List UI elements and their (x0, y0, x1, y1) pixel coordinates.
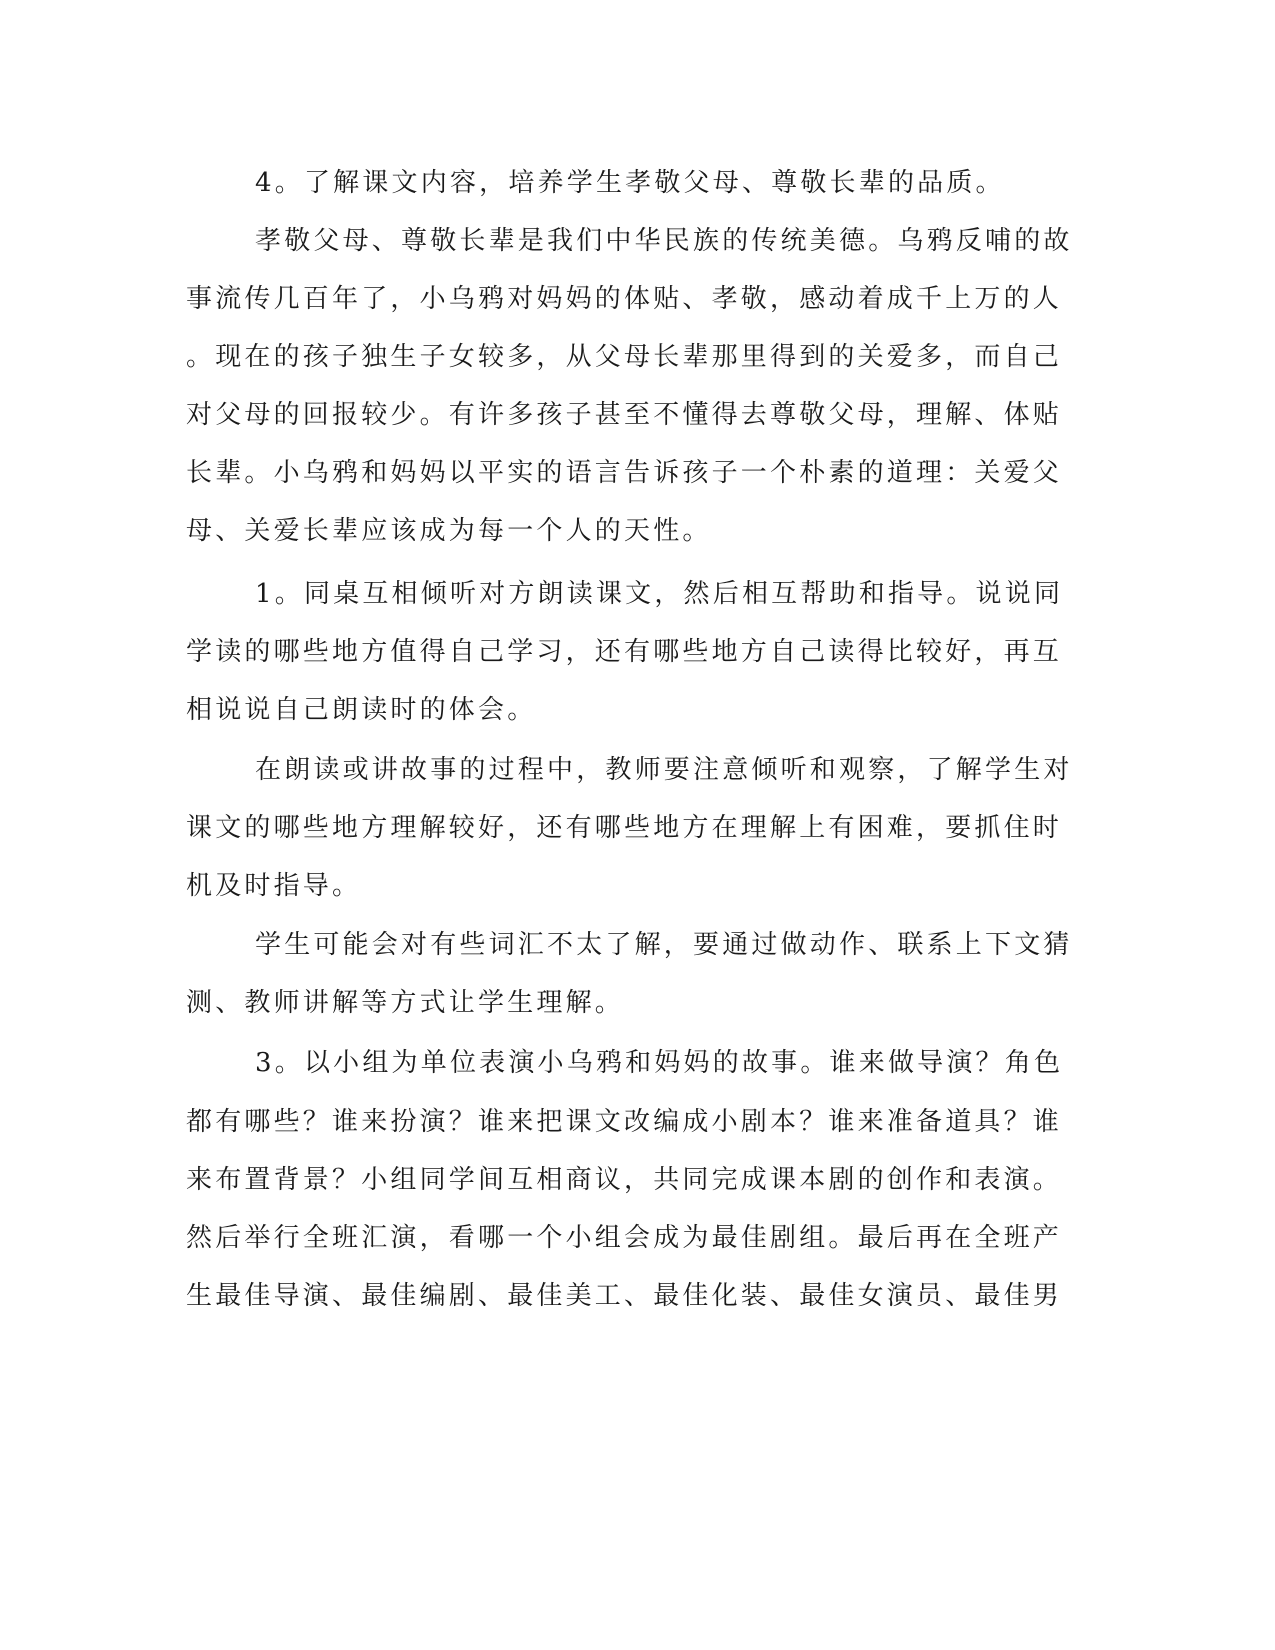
text-line-2: 孝敬父母、尊敬长辈是我们中华民族的传统美德。乌鸦反哺的故 (255, 226, 1073, 256)
text-line-3: 事流传几百年了，小乌鸦对妈妈的体贴、孝敬，感动着成千上万的人 (186, 284, 1063, 314)
text-line-7: 母、关爱长辈应该成为每一个人的天性。 (186, 516, 712, 546)
text-line-14: 学生可能会对有些词汇不太了解，要通过做动作、联系上下文猜 (255, 930, 1073, 960)
text-line-20: 生最佳导演、最佳编剧、最佳美工、最佳化装、最佳女演员、最佳男 (186, 1281, 1063, 1311)
text-line-12: 课文的哪些地方理解较好，还有哪些地方在理解上有困难，要抓住时 (186, 813, 1063, 843)
text-line-11: 在朗读或讲故事的过程中，教师要注意倾听和观察，了解学生对 (255, 755, 1073, 785)
text-line-8: 1。同桌互相倾听对方朗读课文，然后相互帮助和指导。说说同 (255, 579, 1064, 609)
text-line-17: 都有哪些？谁来扮演？谁来把课文改编成小剧本？谁来准备道具？谁 (186, 1107, 1063, 1137)
text-line-4: 。现在的孩子独生子女较多，从父母长辈那里得到的关爱多，而自己 (186, 342, 1063, 372)
text-line-5: 对父母的回报较少。有许多孩子甚至不懂得去尊敬父母，理解、体贴 (186, 400, 1063, 430)
text-line-19: 然后举行全班汇演，看哪一个小组会成为最佳剧组。最后再在全班产 (186, 1223, 1063, 1253)
text-line-15: 测、教师讲解等方式让学生理解。 (186, 988, 625, 1018)
text-line-9: 学读的哪些地方值得自己学习，还有哪些地方自己读得比较好，再互 (186, 637, 1063, 667)
text-line-10: 相说说自己朗读时的体会。 (186, 695, 537, 725)
text-line-1: 4。了解课文内容，培养学生孝敬父母、尊敬长辈的品质。 (255, 168, 1005, 198)
text-line-18: 来布置背景？小组同学间互相商议，共同完成课本剧的创作和表演。 (186, 1165, 1063, 1195)
text-line-13: 机及时指导。 (186, 871, 362, 901)
text-line-6: 长辈。小乌鸦和妈妈以平实的语言告诉孩子一个朴素的道理：关爱父 (186, 458, 1063, 488)
text-line-16: 3。以小组为单位表演小乌鸦和妈妈的故事。谁来做导演？角色 (255, 1048, 1064, 1078)
